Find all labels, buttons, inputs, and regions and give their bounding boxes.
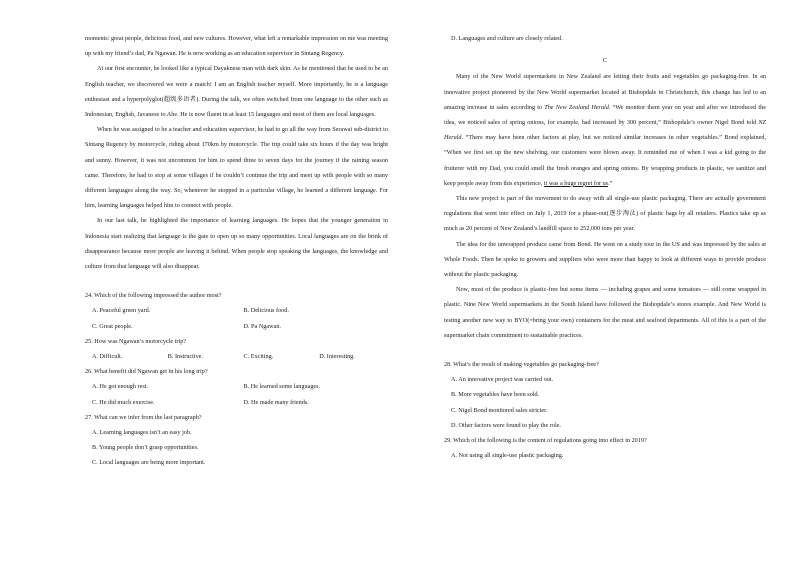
passage-paragraph: At our first encounter, he looked like a typical Dayaknese man with dark skin. As he mentioned that he used to be an English teacher, we discovered we were a match! I am an English teacher myself. More importantly, he is a language enthusiast and a hyperpolyglot(超级多语者). During the talk, we often switched from one language to the other such as Indonesian, English, Javanese to Ahe. He is now fluent in at least 15 languages and most of them are local languages. xyxy=(85,65,388,119)
option-d: D. Languages and culture are closely related. xyxy=(451,35,563,42)
newspaper-name: The New Zealand Herald xyxy=(544,103,609,111)
option-b: B. Delicious food. xyxy=(243,307,289,315)
option-b: B. Young people don’t grasp opportunities. xyxy=(92,444,199,452)
question-text: 26. What benefit did Ngawan get in his long trip? xyxy=(85,368,208,376)
option-a: A. Learning languages isn’t an easy job. xyxy=(92,429,192,437)
newspaper-name: NZ Herald xyxy=(444,119,766,142)
option-a: A. He got enough rest. xyxy=(92,383,149,391)
option-a: A. An innovative project was carried out. xyxy=(451,376,554,384)
option-a: A. Peaceful green yard. xyxy=(92,307,151,315)
left-column xyxy=(85,31,388,471)
question-text: 24. Which of the following impressed the author most? xyxy=(85,292,222,300)
question-text: 25. How was Ngawan’s motorcycle trip? xyxy=(85,337,187,345)
option-a: A. Not using all single-use plastic packaging. xyxy=(451,452,564,460)
option-c: C. Exciting. xyxy=(243,353,274,361)
question-text: 29. Which of the following is the content of regulations going into effect in 2019? xyxy=(444,437,647,445)
question-26 xyxy=(85,364,388,410)
section-label: C xyxy=(602,57,608,65)
option-a: A. Difficult. xyxy=(92,353,123,361)
right-column xyxy=(444,31,766,463)
question-27 xyxy=(85,410,388,471)
option-b: B. He learned some languages. xyxy=(243,383,321,391)
passage-paragraph: In our last talk, he highlighted the importance of learning languages. He hopes that the younger generation in Indonesia start realizing that language is the gate to open up so many opportunities. Local languages are on the brink of disappearance because more people are leaving it behind. When people stop speaking the languages, the knowledge and culture from that language will also disappear. xyxy=(85,217,388,271)
option-b: B. Instructive. xyxy=(167,353,203,361)
question-text: 27. What can we infer from the last paragraph? xyxy=(85,413,202,421)
passage-paragraph: Many of the New World supermarkets in New Zealand are letting their fruits and vegetables go packaging-free. In an innovative project pioneered by the New World supermarket located at Bishopdale in Christchurch, this change has led to an amazing increase in sales according to The New Zealand Herald. “We monitor them year on year and after we introduced the idea, we noticed sales of spring onions, for example, had increased by 300 percent,” Bishopdale’s owner Nigel Bond told NZ Herald. “There may have been other factors at play, but we noticed similar increases in other vegetables.” Bond explained, “When we first set up the new shelving, our customers were blown away. It reminded me of when I was a kid going to the fruiterer with my Dad, you could smell the fresh oranges and spring onions. By wrapping products in plastic, we sanitize and keep people away from this experience, it was a huge regret for us.” xyxy=(444,73,766,187)
question-text: 28. What’s the result of making vegetables go packaging-free? xyxy=(444,361,599,369)
passage-paragraph: This new project is part of the movement to do away with all single-use plastic packaging. There are actually government regulations that went into effect on July 1, 2019 for a phase-out(逐步淘汰) of plastic bags by all retailers. Plastics take up as much as 20 percent of New Zealand’s landfill space to 252,000 tons per year. xyxy=(444,195,766,233)
option-c: C. Nigel Bond monitored sales stricter. xyxy=(451,406,548,414)
option-d: D. He made many friends. xyxy=(243,398,309,406)
passage-paragraph: Now, most of the produce is plastic-free but some items — including grapes and some tomatoes — still come wrapped in plastic. Nine New World supermarkets in the South Island have followed the Bishopdale’s stores example. And New World is testing another new way to BYO(=bring your own) containers for the meat and seafood departments. All of this is a part of the supermarket chain commitment to sustainable practices. xyxy=(444,286,766,339)
passage-paragraph: moments: great people, delicious food, and new cultures. However, what left a remarkable impression on me was meeting up with my friend’s dad, Pa Ngawan. He is now working as an education supervisor in Sintang Regency. xyxy=(85,35,388,58)
option-c: C. Local languages are being more important. xyxy=(92,459,206,467)
option-b: B. More vegetables have been sold. xyxy=(451,391,540,399)
question-29 xyxy=(444,433,766,463)
option-d: D. Pa Ngawan. xyxy=(243,322,281,330)
option-c: C. He did much exercise. xyxy=(92,398,155,406)
question-24 xyxy=(85,288,388,334)
passage-paragraph: When he was assigned to be a teacher and education supervisor, he had to go all the way from Serawai sub-district to Sintang Regency by motorcycle, riding about 170km by motorcycle. The trip could take six hours if the day was bright and sunny. However, it was not uncommon for him to spend three to seven days for the journey if the raining season came. Therefore, he had to stop at some villages if he couldn’t continue the trip and meet up with people with so many different languages along the way. So, whenever he stopped in a particular village, he learned a different language. For him, learning languages helped him to connect with people. xyxy=(85,126,388,210)
option-d: D. Interesting. xyxy=(319,353,355,361)
option-d: D. Other factors were found to play the role. xyxy=(451,421,561,429)
question-25 xyxy=(85,334,388,364)
option-c: C. Great people. xyxy=(92,322,133,330)
underlined-phrase: it was a huge regret for us xyxy=(543,179,609,187)
passage-paragraph: The idea for the unwrapped produce came from Bond. He went on a study tour in the US and was impressed by the sales at Whole Foods. Then he spoke to growers and suppliers who were more than happy to look at different ways to provide produce without the plastic packaging. xyxy=(444,240,766,279)
question-28 xyxy=(444,357,766,433)
